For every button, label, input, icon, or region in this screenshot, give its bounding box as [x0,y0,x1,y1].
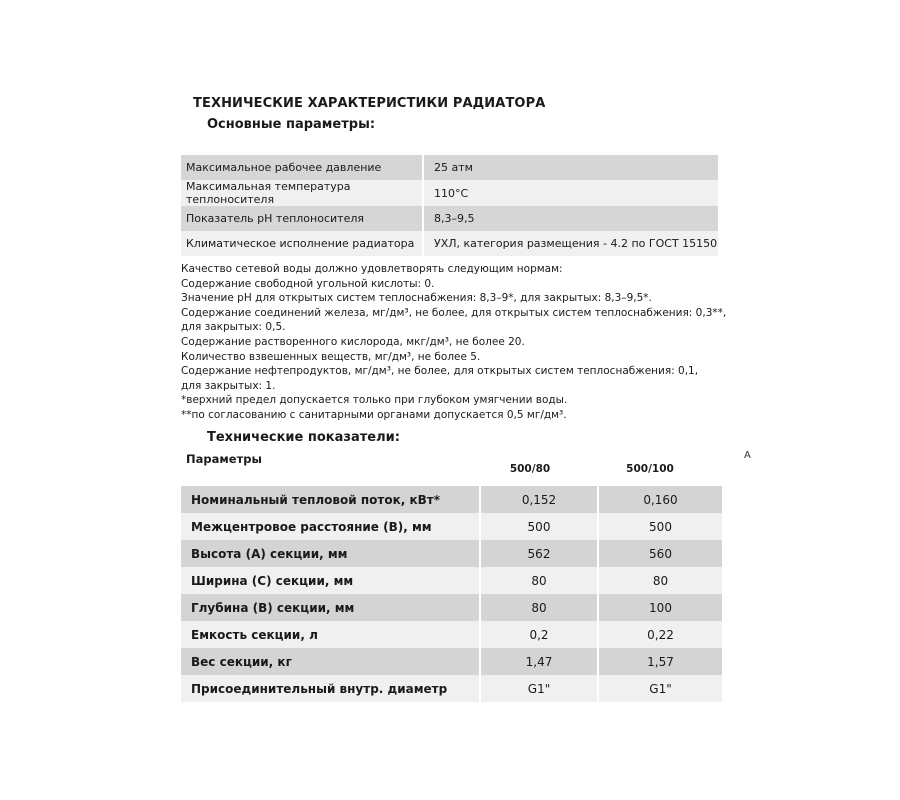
param-label: Климатическое исполнение радиатора [181,231,423,256]
value-500-80: G1" [480,675,598,702]
param-value: 25 атм [423,155,718,180]
value-500-80: 562 [480,540,598,567]
row-label: Высота (А) секции, мм [181,540,480,567]
column-header-500-100: 500/100 [626,463,674,475]
note-line: Содержание растворенного кислорода, мкг/дм³, не более 20. [181,335,525,348]
value-500-100: 0,160 [598,486,722,513]
tech-indicators-heading: Технические показатели: [207,430,400,445]
param-label: Показатель pH теплоносителя [181,206,423,231]
note-line: для закрытых: 0,5. [181,321,286,334]
table-row [181,180,718,206]
table-row [181,675,722,702]
row-label: Ширина (С) секции, мм [181,567,480,594]
param-value: 8,3–9,5 [423,206,718,231]
value-500-80: 80 [480,594,598,621]
param-label: Максимальная температура теплоносителя [181,180,423,206]
value-500-100: 80 [598,567,722,594]
row-label: Глубина (В) секции, мм [181,594,480,621]
table-row [181,486,722,513]
table-row [181,231,718,256]
note-line: Количество взвешенных веществ, мг/дм³, не более 5. [181,350,481,363]
table-row [181,648,722,675]
value-500-100: 560 [598,540,722,567]
value-500-100: 1,57 [598,648,722,675]
row-label: Межцентровое расстояние (В), мм [181,513,480,540]
note-line: **по согласованию с санитарными органами допускается 0,5 мг/дм³. [181,408,567,421]
table-row [181,155,718,180]
table-row [181,513,722,540]
note-line: для закрытых: 1. [181,379,276,392]
note-line: Содержание соединений железа, мг/дм³, не более, для открытых систем теплоснабжения: 0,3**, [181,306,727,319]
row-label: Емкость секции, л [181,621,480,648]
value-500-80: 0,152 [480,486,598,513]
water-quality-notes [181,262,741,423]
table-row [181,206,718,231]
note-line: Содержание свободной угольной кислоты: 0. [181,277,435,290]
edge-fragment: A [744,450,751,461]
row-label: Вес секции, кг [181,648,480,675]
value-500-80: 1,47 [480,648,598,675]
value-500-80: 500 [480,513,598,540]
params-column-label: Параметры [186,452,262,466]
value-500-100: 500 [598,513,722,540]
param-value: 110°С [423,180,718,206]
table-row [181,567,722,594]
note-line: Качество сетевой воды должно удовлетворять следующим нормам: [181,263,563,275]
table-row [181,540,722,567]
note-line: Содержание нефтепродуктов, мг/дм³, не более, для открытых систем теплоснабжения: 0,1, [181,365,699,378]
page-title: ТЕХНИЧЕСКИЕ ХАРАКТЕРИСТИКИ РАДИАТОРА [193,96,546,111]
tech-indicators-table [181,486,722,702]
note-line: Значение pH для открытых систем теплоснабжения: 8,3–9*, для закрытых: 8,3–9,5*. [181,292,652,305]
row-label: Присоединительный внутр. диаметр [181,675,480,702]
basic-params-table [181,155,718,256]
param-label: Максимальное рабочее давление [181,155,423,180]
row-label: Номинальный тепловой поток, кВт* [181,486,480,513]
param-value: УХЛ, категория размещения - 4.2 по ГОСТ 15150 [423,231,718,256]
value-500-80: 0,2 [480,621,598,648]
table-row [181,621,722,648]
value-500-100: 0,22 [598,621,722,648]
value-500-80: 80 [480,567,598,594]
column-header-500-80: 500/80 [509,463,551,475]
basic-params-heading: Основные параметры: [207,117,376,132]
note-line: *верхний предел допускается только при глубоком умягчении воды. [181,394,568,407]
value-500-100: 100 [598,594,722,621]
value-500-100: G1" [598,675,722,702]
table-row [181,594,722,621]
